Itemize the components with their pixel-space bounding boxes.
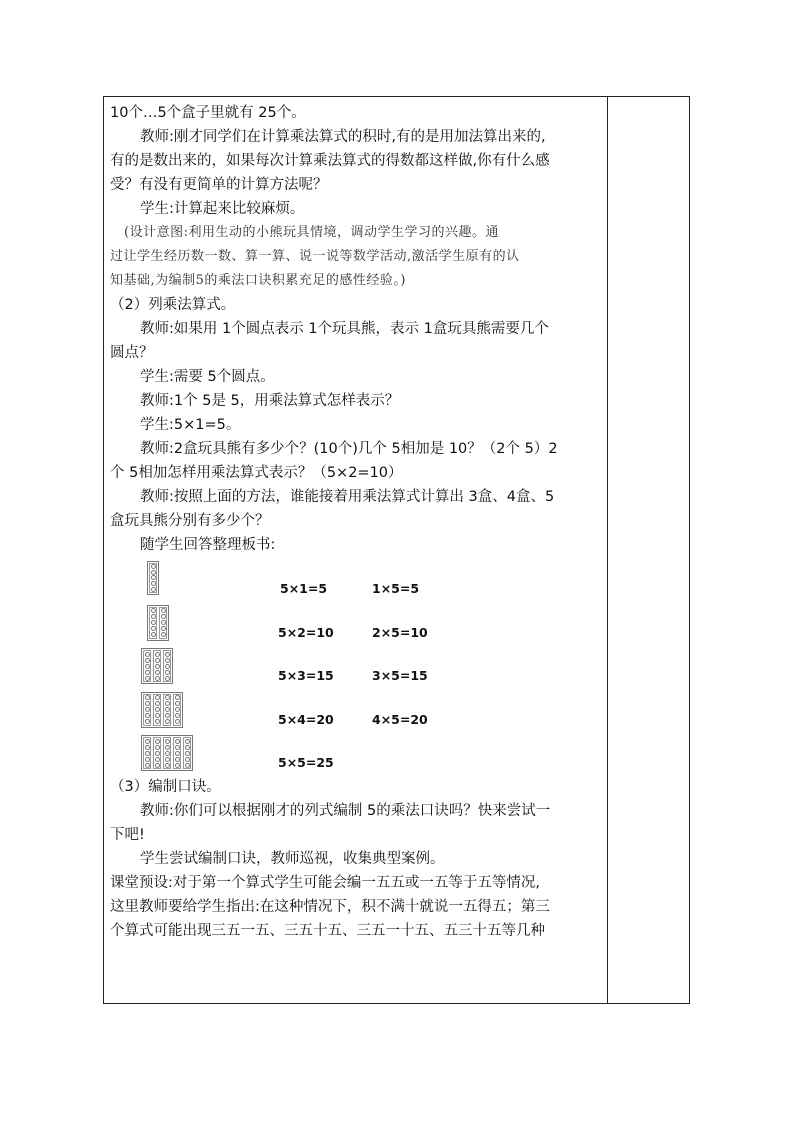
- dot-icon: [185, 763, 190, 768]
- dot-box-group: [141, 735, 193, 771]
- dot-icon: [155, 707, 160, 712]
- dot-icon: [155, 745, 160, 750]
- lesson-content: [110, 101, 604, 943]
- text-line: 个算式可能出现三五一五、三五十五、三五一十五、五三十五等几种: [110, 923, 545, 939]
- text-line: 下吧!: [110, 827, 145, 843]
- equation: 3×5=15: [372, 668, 428, 683]
- equation: 5×2=10: [278, 624, 334, 640]
- equation: 5×1=5: [280, 581, 328, 596]
- dot-icon: [155, 695, 160, 700]
- dot-icon: [185, 751, 190, 756]
- dot-icon: [151, 564, 156, 569]
- dot-icon: [151, 608, 156, 613]
- dot-icon: [145, 739, 150, 744]
- text-line: 学生:计算起来比较麻烦。: [140, 201, 305, 217]
- dot-icon: [165, 719, 170, 724]
- dot-icon: [151, 570, 156, 575]
- dot-icon: [145, 757, 150, 762]
- dot-icon: [165, 751, 170, 756]
- design-note: [110, 221, 604, 293]
- equation: 1×5=5: [372, 581, 420, 596]
- text-line: 教师:2盒玩具熊有多少个？(10个)几个 5相加是 10？（2个 5）2: [140, 441, 558, 457]
- text-line: 教师:如果用 1个圆点表示 1个玩具熊，表示 1盒玩具熊需要几个: [140, 321, 549, 337]
- text-line: 教师:按照上面的方法，谁能接着用乘法算式计算出 3盒、4盒、5: [140, 489, 555, 505]
- dot-icon: [175, 751, 180, 756]
- equation: 4×5=20: [372, 711, 428, 727]
- bear-box: [163, 737, 171, 769]
- column-divider: [607, 97, 608, 1003]
- dot-icon: [145, 719, 150, 724]
- dot-icon: [175, 739, 180, 744]
- dot-icon: [151, 587, 156, 592]
- text-line: 盒玩具熊分别有多少个？: [110, 513, 270, 529]
- bear-box: [143, 737, 151, 769]
- dot-icon: [155, 676, 160, 681]
- dot-icon: [145, 751, 150, 756]
- dot-icon: [175, 745, 180, 750]
- dot-icon: [185, 739, 190, 744]
- dot-icon: [155, 713, 160, 718]
- dot-icon: [155, 751, 160, 756]
- dot-icon: [151, 626, 156, 631]
- text-line: 随学生回答整理板书:: [140, 537, 276, 553]
- bear-box: [163, 650, 171, 682]
- text-line: 受？有没有更简单的计算方法呢？: [110, 177, 328, 193]
- dot-icon: [175, 695, 180, 700]
- text-line: （3）编制口诀。: [110, 779, 221, 795]
- equation: 5×5=25: [278, 755, 334, 770]
- dot-icon: [175, 757, 180, 762]
- dot-icon: [151, 614, 156, 619]
- blackboard-writing: [110, 559, 604, 775]
- dot-icon: [165, 757, 170, 762]
- equation: 5×3=15: [278, 668, 334, 683]
- text-line: 课堂预设:对于第一个算式学生可能会编一五五或一五等于五等情况,: [110, 875, 540, 891]
- paragraph-group-middle: [110, 293, 604, 557]
- dot-icon: [175, 701, 180, 706]
- dot-icon: [165, 713, 170, 718]
- design-note-line: (设计意图:利用生动的小熊玩具情境，调动学生学习的兴趣。通: [124, 225, 499, 240]
- bear-box: [143, 650, 151, 682]
- dot-icon: [145, 745, 150, 750]
- dot-icon: [145, 713, 150, 718]
- dot-icon: [145, 701, 150, 706]
- dot-box-group: [141, 692, 183, 728]
- dot-icon: [165, 652, 170, 657]
- dot-icon: [155, 757, 160, 762]
- bear-box: [153, 650, 161, 682]
- text-line: 教师:1个 5是 5，用乘法算式怎样表示？: [140, 393, 400, 409]
- dot-icon: [155, 670, 160, 675]
- dot-icon: [161, 614, 166, 619]
- dot-icon: [165, 676, 170, 681]
- design-note-line: 过让学生经历数一数、算一算、说一说等数学活动,激活学生原有的认: [110, 249, 520, 264]
- dot-icon: [161, 626, 166, 631]
- bear-box: [173, 737, 181, 769]
- bear-box: [143, 694, 151, 726]
- bear-box: [153, 694, 161, 726]
- bear-box: [183, 737, 191, 769]
- bear-box: [153, 737, 161, 769]
- dot-icon: [155, 763, 160, 768]
- paragraph-group-bottom: [110, 775, 604, 943]
- dot-icon: [155, 739, 160, 744]
- dot-icon: [165, 745, 170, 750]
- text-line: 学生尝试编制口诀，教师巡视，收集典型案例。: [140, 851, 445, 867]
- dot-icon: [175, 763, 180, 768]
- dot-icon: [155, 664, 160, 669]
- dot-icon: [145, 707, 150, 712]
- text-line: 学生:需要 5个圆点。: [140, 369, 275, 385]
- dot-icon: [175, 719, 180, 724]
- dot-icon: [165, 707, 170, 712]
- dot-icon: [165, 664, 170, 669]
- dot-icon: [155, 652, 160, 657]
- dot-icon: [151, 581, 156, 586]
- text-line: 学生:5×1=5。: [140, 417, 241, 433]
- text-line: 这里教师要给学生指出:在这种情况下，积不满十就说一五得五；第三: [110, 899, 550, 915]
- bear-box: [149, 607, 157, 639]
- dot-icon: [155, 701, 160, 706]
- dot-icon: [145, 652, 150, 657]
- design-note-line: 知基础,为编制5的乘法口诀积累充足的感性经验。): [110, 273, 406, 288]
- text-line: 个 5相加怎样用乘法算式表示？（5×2=10）: [110, 465, 403, 481]
- text-line: （2）列乘法算式。: [110, 297, 236, 313]
- dot-icon: [145, 658, 150, 663]
- dot-icon: [145, 664, 150, 669]
- dot-icon: [165, 739, 170, 744]
- dot-icon: [145, 670, 150, 675]
- dot-box-group: [141, 648, 173, 684]
- bear-box: [149, 563, 157, 593]
- dot-icon: [161, 632, 166, 637]
- dot-icon: [161, 608, 166, 613]
- bear-box: [173, 694, 181, 726]
- dot-icon: [165, 695, 170, 700]
- bear-box: [163, 694, 171, 726]
- dot-icon: [165, 658, 170, 663]
- paragraph-group-top: [110, 101, 604, 221]
- bear-box: [159, 607, 167, 639]
- dot-icon: [165, 763, 170, 768]
- dot-box-group: [147, 605, 169, 641]
- dot-icon: [145, 763, 150, 768]
- equation: 5×4=20: [278, 711, 334, 727]
- dot-icon: [155, 719, 160, 724]
- dot-icon: [165, 670, 170, 675]
- dot-box-group: [147, 561, 159, 595]
- text-line: 圆点？: [110, 345, 154, 361]
- text-line: 有的是数出来的，如果每次计算乘法算式的得数都这样做,你有什么感: [110, 153, 550, 169]
- dot-icon: [145, 676, 150, 681]
- dot-icon: [185, 757, 190, 762]
- text-line: 10个…5个盒子里就有 25个。: [110, 105, 306, 121]
- equation: 2×5=10: [372, 624, 428, 640]
- dot-icon: [151, 575, 156, 580]
- dot-icon: [151, 632, 156, 637]
- lesson-table: [103, 96, 690, 1004]
- text-line: 教师:刚才同学们在计算乘法算式的积时,有的是用加法算出来的,: [140, 129, 546, 145]
- dot-icon: [145, 695, 150, 700]
- dot-icon: [161, 620, 166, 625]
- dot-icon: [165, 701, 170, 706]
- text-line: 教师:你们可以根据刚才的列式编制 5的乘法口诀吗？快来尝试一: [140, 803, 551, 819]
- dot-icon: [151, 620, 156, 625]
- dot-icon: [185, 745, 190, 750]
- dot-icon: [175, 713, 180, 718]
- dot-icon: [155, 658, 160, 663]
- dot-icon: [175, 707, 180, 712]
